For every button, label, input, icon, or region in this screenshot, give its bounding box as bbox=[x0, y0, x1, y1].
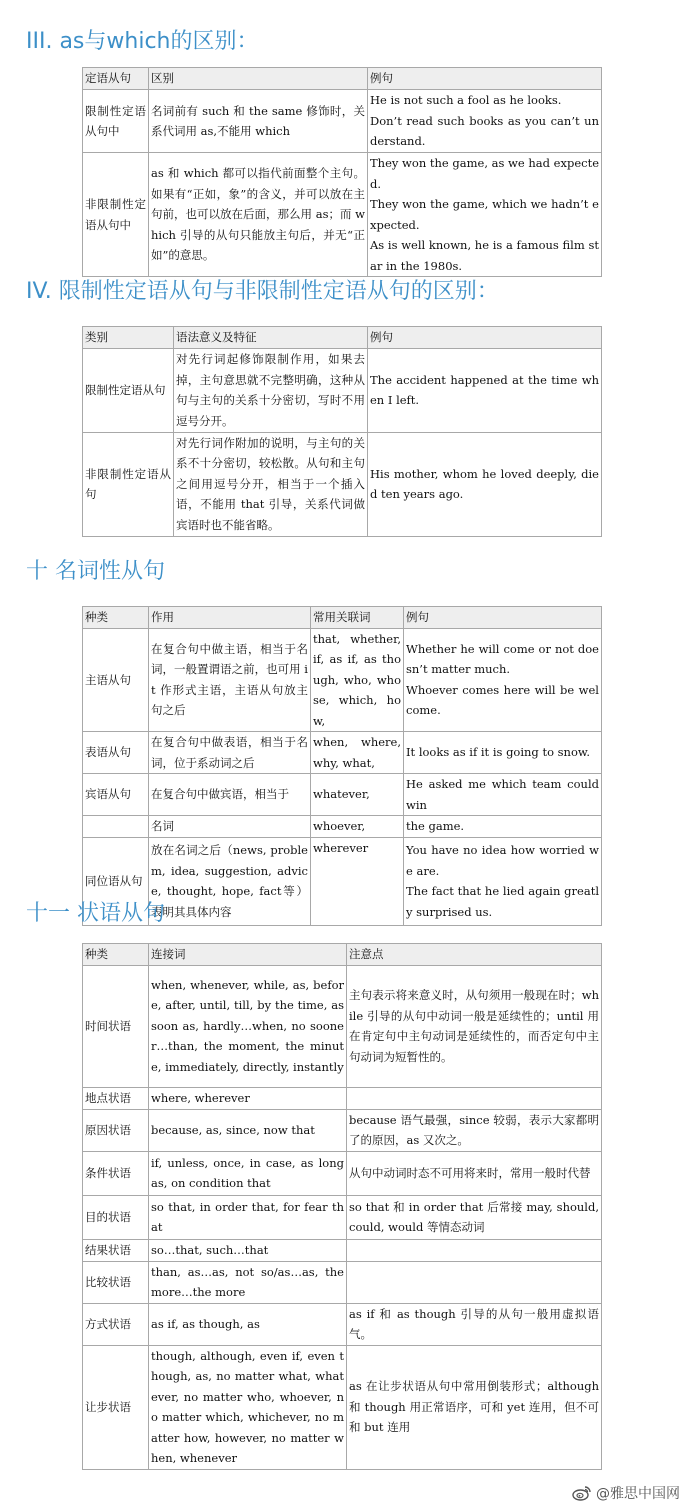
table-adverbial-clauses bbox=[82, 943, 602, 1470]
table-cell: as if 和 as though 引导的从句一般用虚拟语气。 bbox=[347, 1303, 602, 1345]
table-cell: It looks as if it is going to snow. bbox=[404, 732, 602, 774]
table-cell: as 在让步状语从句中常用倒装形式；although 和 though 用正常语序，可和 yet 连用，但不可和 but 连用 bbox=[347, 1345, 602, 1469]
header-cell: 注意点 bbox=[347, 944, 602, 966]
table-cell: 对先行词起修饰限制作用，如果去掉，主句意思就不完整明确，这种从句与主句的关系十分密切，写时不用逗号分开。 bbox=[174, 348, 368, 432]
section-title-noun-clauses: 十 名词性从句 bbox=[26, 559, 165, 584]
table-cell: 对先行词作附加的说明，与主句的关系不十分密切，较松散。从句和主句之间用逗号分开，相当于一个插入语，不能用 that 引导，关系代词做宾语时也不能省略。 bbox=[174, 432, 368, 536]
table-cell: when, whenever, while, as, before, after, until, till, by the time, as soon as, hardly…when, no sooner…than, the moment, the minute, immediately, directly, instantly bbox=[149, 965, 347, 1087]
table-row bbox=[83, 628, 602, 732]
table-row bbox=[83, 90, 602, 153]
cell-line: The fact that he lied again greatly surprised us. bbox=[406, 884, 599, 919]
cell-line: Whether he will come or not doesn’t matter much. bbox=[406, 641, 599, 677]
table-header-row bbox=[83, 327, 602, 349]
table-cell: 目的状语 bbox=[83, 1195, 149, 1239]
table-cell: 表语从句 bbox=[83, 732, 149, 774]
table-cell: 在复合句中做宾语，相当于 bbox=[149, 774, 311, 816]
table-cell: because, as, since, now that bbox=[149, 1109, 347, 1151]
table-row bbox=[83, 1151, 602, 1195]
cell-line: They won the game, as we had expected. bbox=[370, 156, 599, 191]
table-cell: 时间状语 bbox=[83, 965, 149, 1087]
table-row bbox=[83, 1239, 602, 1261]
table-row bbox=[83, 348, 602, 432]
table-row bbox=[83, 1195, 602, 1239]
table-cell bbox=[347, 1261, 602, 1303]
table-cell: as 和 which 都可以指代前面整个主句。如果有“正如，象”的含义，并可以放在主句前，也可以放在后面，那么用 as；而 which 引导的从句只能放主句后，并无“正如”的意思。 bbox=[149, 153, 368, 277]
table-cell: so…that, such…that bbox=[149, 1239, 347, 1261]
header-cell: 例句 bbox=[404, 607, 602, 629]
table-cell: 结果状语 bbox=[83, 1239, 149, 1261]
table-cell bbox=[368, 90, 602, 153]
header-cell: 种类 bbox=[83, 607, 149, 629]
table-cell: 在复合句中做表语，相当于名词，位于系动词之后 bbox=[149, 732, 311, 774]
table-cell: 从句中动词时态不可用将来时，常用一般时代替 bbox=[347, 1151, 602, 1195]
cell-line: As is well known, he is a famous film star in the 1980s. bbox=[370, 238, 599, 273]
table-cell: as if, as though, as bbox=[149, 1303, 347, 1345]
table-cell: 主句表示将来意义时，从句须用一般现在时；while 引导的从句中动词一般是延续性的；until 用在肯定句中主句动词是延续性的，而否定句中主句动词为短暂性的。 bbox=[347, 965, 602, 1087]
table-cell: when, where, why, what, bbox=[311, 732, 404, 774]
table-cell: 主语从句 bbox=[83, 628, 149, 732]
header-cell: 语法意义及特征 bbox=[174, 327, 368, 349]
watermark-text: @雅思中国网 bbox=[596, 1486, 680, 1502]
table-cell bbox=[404, 837, 602, 925]
table-row bbox=[83, 732, 602, 774]
cell-line: They won the game, which we hadn’t expected. bbox=[370, 197, 599, 232]
table-cell: than, as…as, not so/as…as, the more…the more bbox=[149, 1261, 347, 1303]
header-cell: 例句 bbox=[368, 68, 602, 90]
table-cell bbox=[368, 153, 602, 277]
header-cell: 连接词 bbox=[149, 944, 347, 966]
table-row bbox=[83, 1109, 602, 1151]
table-cell: 名词 bbox=[149, 816, 311, 838]
header-cell: 类别 bbox=[83, 327, 174, 349]
table-cell: 限制性定语从句中 bbox=[83, 90, 149, 153]
section-title-restrictive-vs-nonrestrictive: IV. 限制性定语从句与非限制性定语从句的区别： bbox=[26, 279, 499, 304]
cell-line: You have no idea how worried we are. bbox=[406, 843, 599, 878]
header-cell: 种类 bbox=[83, 944, 149, 966]
table-cell: wherever bbox=[311, 837, 404, 925]
table-cell: 条件状语 bbox=[83, 1151, 149, 1195]
table-as-vs-which bbox=[82, 67, 602, 277]
table-restrictive-vs-nonrestrictive bbox=[82, 326, 602, 537]
table-cell: His mother, whom he loved deeply, died ten years ago. bbox=[368, 432, 602, 536]
table-cell: so that, in order that, for fear that bbox=[149, 1195, 347, 1239]
table-cell: 原因状语 bbox=[83, 1109, 149, 1151]
header-cell: 常用关联词 bbox=[311, 607, 404, 629]
watermark bbox=[572, 1483, 680, 1503]
table-cell: 地点状语 bbox=[83, 1087, 149, 1109]
table-row bbox=[83, 774, 602, 816]
table-cell: 非限制性定语从句中 bbox=[83, 153, 149, 277]
table-cell: whoever, bbox=[311, 816, 404, 838]
table-cell: that, whether, if, as if, as though, who, whose, which, how, bbox=[311, 628, 404, 732]
table-cell: 名词前有 such 和 the same 修饰时，关系代词用 as,不能用 which bbox=[149, 90, 368, 153]
table-row bbox=[83, 1345, 602, 1469]
table-cell: He asked me which team could win bbox=[404, 774, 602, 816]
section-title-adverbial-clauses: 十一 状语从句 bbox=[26, 901, 165, 926]
table-header-row bbox=[83, 944, 602, 966]
cell-line: He is not such a fool as he looks. bbox=[370, 93, 562, 108]
table-cell bbox=[83, 816, 149, 838]
table-cell: 让步状语 bbox=[83, 1345, 149, 1469]
table-cell: 同位语从句 bbox=[83, 837, 149, 925]
table-cell: 方式状语 bbox=[83, 1303, 149, 1345]
header-cell: 定语从句 bbox=[83, 68, 149, 90]
table-cell: 放在名词之后（news, problem, idea, suggestion, advice, thought, hope, fact等）表明其具体内容 bbox=[149, 837, 311, 925]
table-row bbox=[83, 1087, 602, 1109]
table-cell: 在复合句中做主语，相当于名词，一般置谓语之前，也可用 it 作形式主语，主语从句放主句之后 bbox=[149, 628, 311, 732]
table-cell: because 语气最强，since 较弱，表示大家都明了的原因，as 又次之。 bbox=[347, 1109, 602, 1151]
header-cell: 区别 bbox=[149, 68, 368, 90]
table-cell: if, unless, once, in case, as long as, on condition that bbox=[149, 1151, 347, 1195]
section-title-as-vs-which: III. as与which的区别： bbox=[26, 29, 259, 54]
table-cell: where, wherever bbox=[149, 1087, 347, 1109]
header-cell: 作用 bbox=[149, 607, 311, 629]
table-row bbox=[83, 816, 602, 838]
table-cell bbox=[404, 628, 602, 732]
table-row bbox=[83, 432, 602, 536]
table-header-row bbox=[83, 607, 602, 629]
table-row bbox=[83, 153, 602, 277]
weibo-icon bbox=[572, 1485, 592, 1501]
table-cell: 宾语从句 bbox=[83, 774, 149, 816]
cell-line: Don’t read such books as you can’t understand. bbox=[370, 113, 599, 149]
table-row bbox=[83, 1261, 602, 1303]
table-row bbox=[83, 965, 602, 1087]
table-cell bbox=[347, 1239, 602, 1261]
table-cell: 非限制性定语从句 bbox=[83, 432, 174, 536]
cell-line: Whoever comes here will be welcome. bbox=[406, 682, 599, 718]
table-cell: The accident happened at the time when I left. bbox=[368, 348, 602, 432]
table-noun-clauses bbox=[82, 606, 602, 926]
table-cell: so that 和 in order that 后常接 may, should, could, would 等情态动词 bbox=[347, 1195, 602, 1239]
table-cell: the game. bbox=[404, 816, 602, 838]
table-header-row bbox=[83, 68, 602, 90]
table-row bbox=[83, 1303, 602, 1345]
table-cell: though, although, even if, even though, as, no matter what, whatever, no matter who, whoever, no matter which, whichever, no matter how, however, no matter when, whenever bbox=[149, 1345, 347, 1469]
table-cell: 限制性定语从句 bbox=[83, 348, 174, 432]
table-cell bbox=[347, 1087, 602, 1109]
table-cell: 比较状语 bbox=[83, 1261, 149, 1303]
table-cell: whatever, bbox=[311, 774, 404, 816]
header-cell: 例句 bbox=[368, 327, 602, 349]
